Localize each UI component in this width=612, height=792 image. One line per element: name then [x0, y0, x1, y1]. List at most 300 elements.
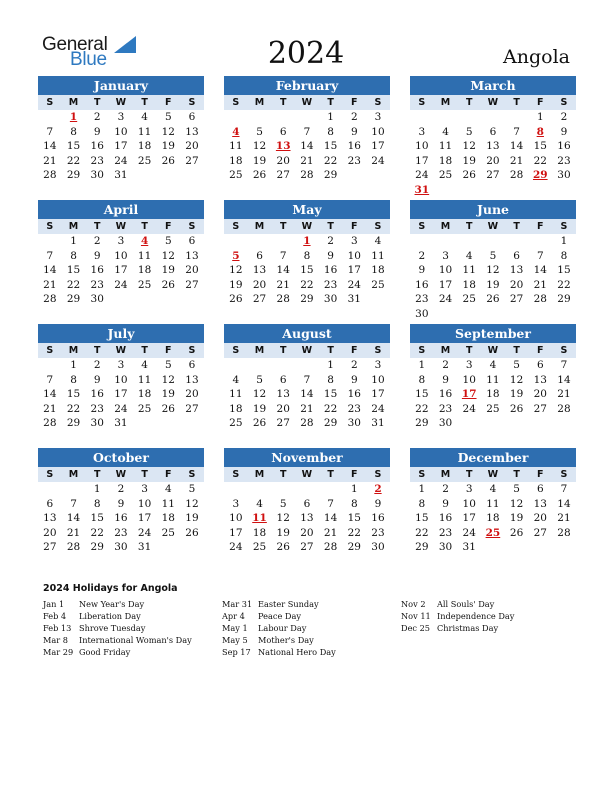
weekday-label: T	[279, 345, 287, 356]
day-cell	[505, 307, 529, 322]
day-cell: 5	[164, 235, 172, 247]
day-cell: 17	[114, 264, 128, 276]
day-cell: 1	[560, 235, 568, 247]
day-cell: 8	[70, 249, 77, 262]
holiday-name: Liberation Day	[79, 611, 141, 621]
day-cell: 4	[141, 111, 148, 123]
day-cell: 26	[229, 293, 243, 305]
day-cell	[366, 292, 390, 307]
day-cell	[410, 110, 434, 125]
day-cell	[38, 482, 62, 497]
week-row	[410, 307, 576, 322]
day-cell	[271, 234, 295, 249]
day-cell: 9	[93, 125, 101, 138]
day-cell: 20	[276, 154, 290, 167]
weekday-header-row	[38, 467, 204, 482]
day-cell: 8	[93, 497, 101, 510]
day-cell	[38, 110, 62, 125]
day-cell: 12	[252, 140, 267, 152]
weekday-label: S	[560, 97, 568, 108]
day-cell	[552, 307, 576, 322]
day-cell: 5	[164, 111, 172, 123]
day-cell: 10	[114, 125, 128, 138]
holiday-date: Nov 11	[401, 611, 431, 621]
day-cell	[366, 168, 390, 183]
day-cell: 16	[90, 140, 104, 152]
day-cell	[38, 358, 62, 373]
weekday-label: M	[440, 345, 451, 356]
day-cell: 14	[43, 264, 57, 276]
weekday-header-row	[410, 343, 576, 358]
day-cell: 9	[418, 264, 426, 276]
day-cell	[528, 234, 552, 249]
day-cell	[180, 168, 204, 183]
week-row	[410, 416, 576, 431]
day-cell	[552, 416, 576, 431]
day-cell: 5	[489, 249, 497, 262]
day-cell: 9	[350, 373, 358, 386]
weekday-label: T	[93, 97, 101, 108]
holiday-day-cell: 1	[69, 111, 78, 123]
weekday-label: S	[418, 97, 426, 108]
month-august	[224, 324, 390, 431]
day-cell	[481, 234, 505, 249]
month-april	[38, 200, 204, 307]
day-cell: 7	[536, 249, 544, 262]
weekday-label: F	[165, 345, 172, 356]
day-cell: 22	[347, 526, 361, 539]
week-row	[224, 373, 390, 388]
weekday-label: F	[165, 97, 172, 108]
weekday-label: T	[327, 221, 334, 232]
day-cell: 31	[347, 293, 361, 305]
day-cell: 25	[137, 154, 152, 167]
month-header: February	[224, 76, 390, 95]
week-row	[38, 540, 204, 555]
week-row	[38, 482, 204, 497]
day-cell: 25	[252, 541, 267, 553]
day-cell: 7	[46, 125, 54, 138]
week-row	[224, 511, 390, 526]
week-row	[410, 168, 576, 183]
day-cell: 23	[415, 293, 429, 305]
day-cell: 20	[486, 154, 500, 167]
day-cell: 24	[347, 278, 361, 291]
day-cell	[156, 540, 180, 555]
day-cell: 3	[465, 359, 473, 371]
day-cell: 5	[256, 125, 263, 138]
month-header: June	[410, 200, 576, 219]
holiday-day-cell: 1	[303, 235, 311, 247]
day-cell: 15	[323, 140, 338, 152]
day-cell: 19	[252, 402, 267, 415]
holiday-date: Mar 31	[222, 599, 253, 609]
week-row	[224, 110, 390, 125]
weekday-label: W	[115, 469, 127, 480]
day-cell: 15	[300, 264, 314, 276]
weekday-label: M	[440, 97, 451, 108]
day-cell: 9	[442, 497, 449, 510]
weekday-header-row	[38, 343, 204, 358]
holiday-item	[222, 646, 336, 658]
day-cell: 18	[486, 388, 500, 400]
month-header: October	[38, 448, 204, 467]
weekday-label: F	[351, 469, 358, 480]
day-cell: 24	[114, 154, 128, 167]
day-cell: 27	[276, 417, 290, 429]
weekday-label: M	[68, 469, 79, 480]
day-cell: 21	[66, 526, 81, 539]
month-september	[410, 324, 576, 431]
week-row	[38, 278, 204, 293]
day-cell: 12	[509, 497, 524, 510]
day-cell: 21	[557, 388, 571, 400]
day-cell: 26	[276, 541, 290, 553]
day-cell: 5	[164, 359, 172, 371]
day-cell: 14	[43, 388, 57, 400]
holiday-day-cell: 13	[275, 140, 291, 152]
day-cell: 17	[137, 512, 152, 524]
logo-blue-text: Blue	[70, 49, 107, 70]
day-cell: 10	[114, 373, 128, 386]
day-cell: 10	[371, 125, 385, 138]
week-row	[38, 168, 204, 183]
day-cell: 6	[513, 249, 520, 262]
day-cell: 5	[279, 497, 287, 510]
day-cell: 20	[252, 278, 267, 291]
weekday-header-row	[38, 219, 204, 234]
week-row	[410, 358, 576, 373]
weekday-label: F	[351, 97, 358, 108]
day-cell	[271, 358, 295, 373]
week-row	[410, 402, 576, 417]
holiday-day-cell: 4	[140, 235, 149, 247]
day-cell: 10	[229, 512, 243, 524]
week-row	[410, 183, 576, 198]
day-cell: 2	[442, 359, 449, 371]
day-cell: 16	[347, 388, 361, 400]
day-cell	[180, 416, 204, 431]
day-cell: 7	[46, 249, 54, 262]
weekday-header-row	[410, 467, 576, 482]
day-cell	[505, 416, 529, 431]
day-cell	[457, 416, 481, 431]
day-cell: 13	[185, 125, 199, 138]
day-cell: 29	[415, 417, 429, 429]
weekday-label: S	[560, 221, 568, 232]
day-cell: 28	[557, 402, 571, 415]
day-cell: 20	[509, 278, 524, 291]
weekday-header-row	[224, 95, 390, 110]
week-row	[224, 154, 390, 169]
week-row	[224, 249, 390, 264]
day-cell: 13	[533, 373, 547, 386]
week-row	[224, 387, 390, 402]
day-cell: 6	[536, 359, 544, 371]
weekday-label: M	[440, 469, 451, 480]
day-cell	[109, 292, 133, 307]
day-cell: 25	[462, 293, 476, 305]
week-row	[224, 526, 390, 541]
day-cell: 20	[43, 526, 57, 539]
day-cell: 21	[300, 154, 314, 167]
day-cell: 19	[509, 512, 524, 524]
month-june	[410, 200, 576, 321]
day-cell: 22	[300, 278, 314, 291]
month-header: January	[38, 76, 204, 95]
day-cell: 28	[43, 169, 57, 181]
day-cell: 31	[114, 417, 128, 429]
day-cell: 12	[276, 512, 290, 524]
day-cell: 23	[90, 154, 104, 167]
day-cell: 21	[43, 154, 57, 167]
day-cell: 11	[371, 249, 385, 262]
day-cell: 16	[114, 512, 128, 524]
day-cell: 7	[279, 249, 287, 262]
day-cell	[248, 110, 272, 125]
holidays-column	[43, 598, 192, 658]
week-row	[38, 139, 204, 154]
day-cell: 13	[252, 264, 267, 276]
holiday-day-cell: 25	[485, 526, 501, 539]
day-cell: 14	[323, 512, 338, 524]
week-row	[410, 292, 576, 307]
week-row	[224, 168, 390, 183]
week-row	[38, 511, 204, 526]
day-cell: 20	[533, 512, 547, 524]
day-cell: 22	[66, 402, 81, 415]
day-cell: 14	[557, 497, 571, 510]
week-row	[38, 292, 204, 307]
day-cell: 16	[557, 140, 571, 152]
day-cell: 26	[509, 402, 524, 415]
weekday-label: S	[418, 345, 426, 356]
day-cell: 5	[513, 359, 520, 371]
holiday-item	[222, 634, 336, 646]
weekday-label: F	[165, 469, 172, 480]
day-cell: 21	[509, 154, 524, 167]
day-cell: 6	[279, 373, 287, 386]
week-row	[38, 234, 204, 249]
day-cell: 30	[347, 417, 361, 429]
weekday-label: S	[188, 97, 196, 108]
weekday-label: F	[537, 221, 544, 232]
holiday-item	[222, 598, 336, 610]
day-cell: 6	[46, 497, 54, 510]
day-cell	[505, 183, 529, 198]
week-row	[410, 278, 576, 293]
logo-general-text: General	[42, 34, 108, 55]
week-row	[410, 387, 576, 402]
day-cell: 13	[276, 388, 290, 400]
week-row	[224, 497, 390, 512]
holiday-date: Feb 13	[43, 623, 72, 633]
day-cell: 27	[185, 278, 199, 291]
day-cell	[481, 183, 505, 198]
day-cell: 13	[300, 512, 314, 524]
day-cell: 31	[371, 417, 385, 429]
week-row	[410, 249, 576, 264]
day-cell: 15	[66, 264, 81, 276]
day-cell: 30	[90, 293, 104, 305]
day-cell: 1	[70, 235, 77, 247]
day-cell: 3	[117, 235, 125, 247]
day-cell: 2	[442, 483, 449, 495]
holiday-day-cell: 11	[252, 512, 267, 524]
week-row	[224, 263, 390, 278]
day-cell: 8	[418, 497, 426, 510]
day-cell: 7	[513, 125, 520, 138]
weekday-header-row	[224, 219, 390, 234]
holiday-date: Mar 29	[43, 647, 74, 657]
day-cell: 29	[415, 541, 429, 553]
holiday-name: Labour Day	[258, 623, 307, 633]
day-cell: 14	[300, 388, 314, 400]
day-cell: 1	[418, 359, 426, 371]
day-cell: 16	[438, 388, 453, 400]
weekday-label: S	[418, 221, 426, 232]
holiday-date: Apr 4	[222, 611, 245, 621]
week-row	[224, 234, 390, 249]
day-cell: 26	[486, 293, 500, 305]
week-row	[410, 154, 576, 169]
weekday-label: S	[374, 221, 382, 232]
day-cell	[224, 110, 248, 125]
day-cell: 21	[300, 402, 314, 415]
day-cell: 18	[161, 512, 175, 524]
day-cell: 4	[489, 483, 497, 495]
day-cell: 9	[93, 373, 101, 386]
day-cell: 19	[509, 388, 524, 400]
week-row	[224, 416, 390, 431]
day-cell: 17	[371, 388, 385, 400]
day-cell: 18	[252, 526, 267, 539]
day-cell: 10	[415, 140, 429, 152]
week-row	[38, 402, 204, 417]
day-cell: 20	[276, 402, 290, 415]
day-cell: 30	[114, 541, 128, 553]
month-header: April	[38, 200, 204, 219]
day-cell: 11	[486, 497, 500, 510]
day-cell	[224, 482, 248, 497]
weekday-label: F	[351, 345, 358, 356]
day-cell: 4	[489, 359, 497, 371]
weekday-label: T	[327, 345, 334, 356]
day-cell	[271, 482, 295, 497]
holiday-day-cell: 8	[536, 125, 544, 138]
day-cell: 6	[188, 359, 196, 371]
day-cell: 17	[415, 154, 429, 167]
day-cell: 5	[256, 373, 263, 386]
day-cell: 26	[185, 526, 199, 539]
day-cell: 16	[438, 512, 453, 524]
holiday-date: Sep 17	[222, 647, 251, 657]
week-row	[224, 139, 390, 154]
day-cell: 11	[486, 373, 500, 386]
day-cell: 19	[486, 278, 500, 291]
day-cell: 28	[509, 169, 524, 181]
day-cell: 2	[350, 359, 358, 371]
day-cell: 17	[347, 264, 361, 276]
day-cell: 4	[164, 483, 172, 495]
weekday-label: S	[374, 345, 382, 356]
day-cell: 3	[350, 235, 358, 247]
day-cell: 1	[536, 111, 544, 123]
day-cell: 7	[70, 497, 77, 510]
day-cell: 23	[557, 154, 571, 167]
weekday-label: T	[279, 97, 287, 108]
day-cell: 10	[462, 373, 476, 386]
day-cell	[295, 358, 319, 373]
weekday-label: S	[232, 469, 240, 480]
week-row	[410, 373, 576, 388]
day-cell: 21	[557, 512, 571, 524]
weekday-label: S	[232, 221, 240, 232]
day-cell: 26	[252, 417, 267, 429]
day-cell: 3	[232, 497, 240, 510]
day-cell: 22	[90, 526, 104, 539]
week-row	[224, 358, 390, 373]
day-cell: 18	[229, 402, 243, 415]
weekday-label: S	[374, 469, 382, 480]
weekday-label: S	[374, 97, 382, 108]
day-cell: 12	[161, 249, 175, 262]
day-cell: 6	[489, 125, 497, 138]
day-cell: 6	[188, 111, 196, 123]
day-cell: 28	[43, 293, 57, 305]
day-cell: 6	[303, 497, 311, 510]
weekday-label: M	[254, 97, 265, 108]
day-cell: 2	[350, 111, 358, 123]
weekday-label: M	[440, 221, 451, 232]
day-cell	[224, 358, 248, 373]
weekday-label: M	[254, 345, 265, 356]
day-cell: 7	[327, 497, 334, 510]
day-cell: 3	[117, 359, 125, 371]
day-cell: 1	[70, 359, 77, 371]
day-cell: 3	[117, 111, 125, 123]
weekday-label: T	[93, 469, 101, 480]
holiday-name: New Year's Day	[79, 599, 145, 609]
day-cell: 2	[560, 111, 568, 123]
day-cell: 18	[462, 278, 476, 291]
day-cell: 31	[137, 541, 152, 553]
day-cell: 14	[43, 140, 57, 152]
holiday-item	[401, 598, 514, 610]
day-cell: 27	[185, 154, 199, 167]
day-cell: 14	[533, 264, 547, 276]
day-cell: 12	[185, 497, 199, 510]
day-cell: 21	[43, 278, 57, 291]
day-cell: 27	[486, 169, 500, 181]
day-cell: 17	[114, 388, 128, 400]
day-cell	[505, 234, 529, 249]
day-cell	[481, 416, 505, 431]
holiday-date: Feb 4	[43, 611, 67, 621]
day-cell	[457, 234, 481, 249]
day-cell	[528, 416, 552, 431]
day-cell: 20	[300, 526, 314, 539]
day-cell: 8	[350, 497, 358, 510]
month-may	[224, 200, 390, 307]
day-cell: 29	[66, 417, 81, 429]
day-cell	[62, 482, 86, 497]
day-cell: 2	[327, 235, 334, 247]
day-cell	[528, 540, 552, 555]
day-cell: 13	[185, 249, 199, 262]
day-cell: 24	[371, 154, 385, 167]
day-cell: 31	[114, 169, 128, 181]
